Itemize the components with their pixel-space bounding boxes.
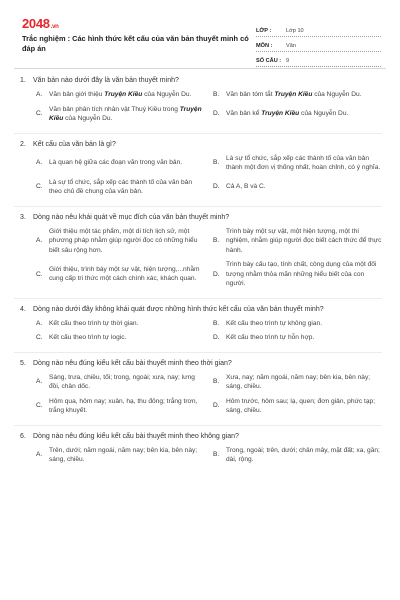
option-letter: B. [213, 451, 220, 459]
meta-value: Văn [286, 43, 296, 49]
answer-option[interactable] [213, 178, 382, 197]
answer-option[interactable] [213, 373, 382, 392]
option-text [226, 397, 382, 416]
question-item [20, 305, 382, 343]
question-number: 2. [20, 140, 26, 148]
answer-option[interactable] [36, 90, 205, 100]
option-text [226, 333, 382, 343]
option-letter: D. [213, 110, 220, 118]
option-text [226, 90, 382, 100]
option-letter: B. [213, 378, 220, 386]
question-separator [14, 133, 382, 134]
meta-label: MÔN : [256, 43, 273, 49]
meta-row-subject [256, 39, 381, 52]
option-letter: C. [36, 270, 43, 278]
option-text-part: Hôm trước, hôm sau; lạ, quen; đơn giản, phức tạp; sáng, chiều. [226, 397, 376, 414]
option-text-part: Hôm qua, hôm nay; xuân, hạ, thu đông; trắng trơn, trắng khuyết. [49, 397, 198, 414]
header-divider [14, 68, 386, 69]
option-letter: B. [213, 91, 220, 98]
option-letter: C. [36, 110, 43, 118]
option-letter: B. [213, 237, 220, 244]
option-text [49, 373, 205, 392]
option-letter: A. [36, 378, 43, 386]
option-text-part: của Nguyễn Du. [63, 115, 113, 122]
option-text-part: Trên, dưới; năm ngoái, năm nay; bên kia, bên này; sáng, chiều. [49, 446, 198, 463]
answer-option[interactable] [213, 333, 382, 343]
question-header [20, 432, 382, 442]
question-text: Dòng nào nêu khái quát về mục đích của văn bản thuyết minh? [33, 213, 230, 221]
question-separator [14, 206, 382, 207]
answer-option[interactable] [213, 397, 382, 416]
question-text: Kết cấu của văn bản là gì? [33, 140, 116, 148]
option-text-part: Trình bày cấu tạo, tính chất, công dụng của một đối tượng nhằm thỏa mãn những hiểu biết của con người. [226, 261, 377, 287]
question-text: Văn bản nào dưới đây là văn bản thuyết minh? [33, 77, 179, 84]
option-text [49, 397, 205, 416]
answer-option[interactable] [213, 260, 382, 289]
document-title: Trắc nghiệm : Các hình thức kết cấu của văn bản thuyết minh có đáp án [22, 34, 249, 53]
option-text [49, 265, 205, 284]
question-separator [14, 425, 382, 426]
answer-option[interactable] [213, 90, 382, 100]
question-header [20, 359, 382, 369]
question-header [20, 305, 382, 315]
answer-option[interactable] [213, 446, 382, 465]
question-text: Dòng nào nêu đúng kiểu kết cấu bài thuyết minh theo không gian? [33, 432, 239, 440]
meta-label: LỚP : [256, 28, 272, 34]
answer-options [20, 446, 382, 465]
option-emphasis: Truyện Kiều [104, 91, 143, 98]
option-letter: C. [36, 334, 43, 341]
answer-option[interactable] [36, 319, 205, 329]
answer-option[interactable] [36, 105, 205, 124]
option-text [226, 446, 382, 465]
answer-option[interactable] [213, 319, 382, 329]
option-letter: A. [36, 91, 43, 98]
meta-label: SỐ CÂU : [256, 58, 282, 64]
option-text [49, 158, 205, 168]
option-text-part: Kết cấu theo trình tự logic. [49, 334, 127, 341]
answer-options [20, 154, 382, 197]
option-letter: D. [213, 402, 220, 410]
option-text-part: Là sự tổ chức, sắp xếp các thành tố của văn bản theo chủ đề chung của văn bản. [49, 178, 192, 195]
question-header [20, 76, 382, 86]
answer-option[interactable] [36, 397, 205, 416]
option-text-part: Cả A, B và C. [226, 183, 266, 191]
question-item [20, 213, 382, 289]
option-text-part: Kết cấu theo trình tự hỗn hợp. [226, 334, 315, 341]
question-list [20, 76, 382, 474]
question-number: 1. [20, 77, 26, 84]
option-text-part: Sáng, trưa, chiều, tối; trong, ngoài; xưa, nay; lưng đồi, chân dốc. [49, 373, 195, 390]
option-text [49, 319, 205, 329]
answer-options [20, 319, 382, 343]
option-emphasis: Truyện Kiều [261, 110, 300, 118]
option-text-part: Văn bản tóm tắt [226, 91, 275, 98]
question-item [20, 432, 382, 465]
option-letter: C. [36, 402, 43, 410]
option-text [226, 182, 382, 192]
option-emphasis: Truyện Kiều [49, 105, 202, 122]
meta-row-question-count [256, 54, 381, 67]
option-letter: D. [213, 183, 220, 191]
option-letter: A. [36, 237, 43, 244]
option-text-part: Là sự tổ chức, sắp xếp các thành tố của văn bản thành một đơn vị thống nhất, hoàn chỉnh, có ý nghĩa. [226, 154, 381, 171]
question-header [20, 213, 382, 223]
answer-option[interactable] [36, 373, 205, 392]
answer-option[interactable] [213, 105, 382, 124]
question-number: 3. [20, 213, 26, 221]
option-emphasis: Truyện Kiều [274, 91, 313, 98]
question-text: Dòng nào dưới đây không khái quát được những hình thức kết cấu của văn bản thuyết minh? [33, 305, 324, 313]
answer-options [20, 373, 382, 416]
question-number: 4. [20, 305, 26, 313]
answer-option[interactable] [36, 260, 205, 289]
option-text [226, 260, 382, 289]
option-text [49, 178, 205, 197]
option-text [49, 90, 205, 100]
question-item [20, 76, 382, 124]
answer-option[interactable] [213, 154, 382, 173]
option-text-part: Giới thiệu, trình bày một sự vật, hiện tượng,...nhằm cung cấp tri thức một cách chính xác, khách quan. [49, 265, 200, 283]
option-text-part: Trong, ngoài; trên, dưới; chân mây, mặt đất; xa, gần; dài, rộng. [226, 446, 380, 463]
option-text [49, 105, 205, 124]
option-letter: A. [36, 451, 43, 459]
meta-info [256, 24, 381, 69]
option-text-part: Xưa, nay; năm ngoái, năm nay; bên kia, bên này; sáng, chiều. [226, 373, 371, 390]
option-text [226, 227, 382, 256]
option-text-part: Kết cấu theo trình tự không gian. [226, 319, 323, 327]
option-text-part: Văn bản phân tích nhân vật Thuý Kiều trong [49, 105, 180, 113]
answer-option[interactable] [36, 446, 205, 465]
option-text-part: Giới thiệu một tác phẩm, một di tích lịch sử, một phương pháp nhằm giúp người đọc có những hiểu biết sâu rộng hơn. [49, 227, 198, 254]
answer-option[interactable] [36, 154, 205, 173]
option-text [226, 109, 382, 119]
worksheet-header [14, 10, 386, 62]
logo-text: 2048 [22, 16, 50, 31]
logo-suffix: .vn [50, 24, 59, 30]
answer-option[interactable] [36, 227, 205, 256]
question-number: 5. [20, 359, 26, 367]
option-text [226, 373, 382, 392]
option-text-part: của Nguyễn Du. [299, 110, 349, 118]
option-letter: C. [36, 183, 43, 191]
answer-option[interactable] [36, 333, 205, 343]
option-text-part: Văn bản kể [226, 110, 262, 118]
question-number: 6. [20, 432, 26, 440]
option-text [49, 333, 205, 343]
option-text-part: Văn bản giới thiệu [49, 91, 105, 98]
option-letter: B. [213, 159, 220, 167]
answer-option[interactable] [36, 178, 205, 197]
option-text-part: Là quan hệ giữa các đoạn văn trong văn bản. [49, 159, 183, 167]
option-text [226, 154, 382, 173]
answer-options [20, 90, 382, 124]
meta-value: 9 [286, 58, 290, 64]
question-item [20, 140, 382, 197]
option-text [49, 227, 205, 256]
option-text-part: Kết cấu theo trình tự thời gian. [49, 319, 139, 327]
meta-row-class [256, 24, 381, 37]
answer-options [20, 227, 382, 289]
option-text-part: của Nguyễn Du. [142, 91, 192, 98]
question-separator [14, 298, 382, 299]
question-header [20, 140, 382, 150]
option-text [49, 446, 205, 465]
option-letter: A. [36, 159, 43, 167]
option-letter: A. [36, 319, 43, 327]
answer-option[interactable] [213, 227, 382, 256]
option-text-part: Trình bày một sự vật, một hiện tượng, một thí nghiệm, nhằm giúp người đọc biết cách thức để thực hành. [226, 227, 382, 254]
option-letter: D. [213, 270, 220, 278]
question-text: Dòng nào nêu đúng kiểu kết cấu bài thuyết minh theo thời gian? [33, 359, 232, 367]
option-letter: D. [213, 334, 220, 341]
site-logo[interactable] [22, 16, 59, 31]
option-text [226, 319, 382, 329]
meta-value: Lớp 10 [286, 28, 304, 34]
option-letter: B. [213, 319, 220, 327]
question-separator [14, 352, 382, 353]
option-text-part: của Nguyễn Du. [312, 91, 362, 98]
question-item [20, 359, 382, 416]
